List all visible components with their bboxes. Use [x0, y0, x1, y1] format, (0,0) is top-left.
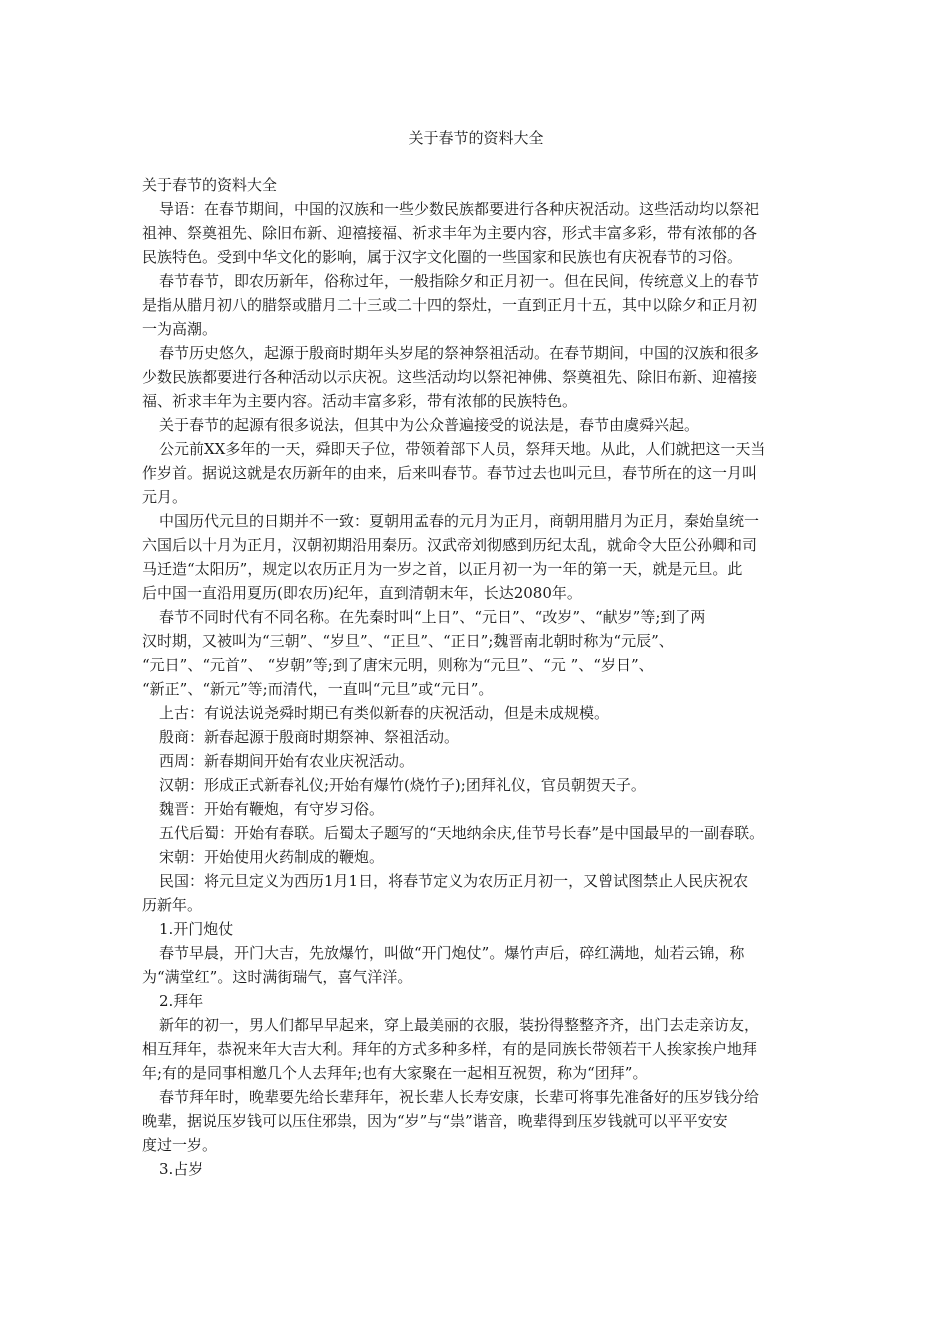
text-line: 度过一岁。 — [142, 1136, 218, 1154]
text-line: 中国历代元旦的日期并不一致：夏朝用孟春的元月为正月，商朝用腊月为正月，秦始皇统一 — [159, 512, 760, 530]
text-line: 导语：在春节期间，中国的汉族和一些少数民族都要进行各种庆祝活动。这些活动均以祭祀 — [159, 200, 760, 218]
text-line: 公元前XX多年的一天，舜即天子位，带领着部下人员，祭拜天地。从此，人们就把这一天当 — [159, 440, 766, 458]
text-line: 殷商：新春起源于殷商时期祭神、祭祖活动。 — [159, 728, 460, 746]
text-line: 马迁造“太阳历”，规定以农历正月为一岁之首，以正月初一为一年的第一天，就是元旦。此 — [142, 560, 743, 578]
text-line: 2.拜年 — [159, 992, 204, 1010]
text-line: 关于春节的资料大全 — [142, 176, 278, 194]
text-line: 汉朝：形成正式新春礼仪;开始有爆竹(烧竹子);团拜礼仪，官员朝贺天子。 — [159, 776, 646, 794]
text-line: 相互拜年，恭祝来年大吉大利。拜年的方式多种多样，有的是同族长带领若干人挨家挨户地拜 — [142, 1040, 758, 1058]
text-line: 后中国一直沿用夏历(即农历)纪年，直到清朝末年，长达2080年。 — [142, 584, 582, 602]
text-line: 福、祈求丰年为主要内容。活动丰富多彩，带有浓郁的民族特色。 — [142, 392, 578, 410]
text-line: 为“满堂红”。这时满街瑞气，喜气洋洋。 — [142, 968, 413, 986]
text-line: 民国：将元旦定义为西历1月1日，将春节定义为农历正月初一，又曾试图禁止人民庆祝农 — [159, 872, 749, 890]
text-line: 上古：有说法说尧舜时期已有类似新春的庆祝活动，但是未成规模。 — [159, 704, 610, 722]
text-line: 民族特色。受到中华文化的影响，属于汉字文化圈的一些国家和民族也有庆祝春节的习俗。 — [142, 248, 743, 266]
text-line: 六国后以十月为正月，汉朝初期沿用秦历。汉武帝刘彻感到历纪太乱，就命令大臣公孙卿和司 — [142, 536, 758, 554]
text-line: 春节拜年时，晚辈要先给长辈拜年，祝长辈人长寿安康，长辈可将事先准备好的压岁钱分给 — [159, 1088, 760, 1106]
text-line: 春节不同时代有不同名称。在先秦时叫“上日”、“元日”、“改岁”、“献岁”等;到了两 — [159, 608, 706, 626]
text-line: 宋朝：开始使用火药制成的鞭炮。 — [159, 848, 385, 866]
text-line: 少数民族都要进行各种活动以示庆祝。这些活动均以祭祀神佛、祭奠祖先、除旧布新、迎禧接 — [142, 368, 758, 386]
document-body — [142, 173, 810, 1181]
text-line: 关于春节的起源有很多说法，但其中为公众普遍接受的说法是，春节由虞舜兴起。 — [159, 416, 700, 434]
text-line: 魏晋：开始有鞭炮，有守岁习俗。 — [159, 800, 385, 818]
text-line: 是指从腊月初八的腊祭或腊月二十三或二十四的祭灶，一直到正月十五，其中以除夕和正月初 — [142, 296, 758, 314]
text-line: 春节春节，即农历新年，俗称过年，一般指除夕和正月初一。但在民间，传统意义上的春节 — [159, 272, 760, 290]
text-line: “新正”、“新元”等;而清代，一直叫“元旦”或“元日”。 — [142, 680, 494, 698]
text-line: 3.占岁 — [159, 1160, 204, 1178]
text-line: 春节历史悠久，起源于殷商时期年头岁尾的祭神祭祖活动。在春节期间，中国的汉族和很多 — [159, 344, 760, 362]
text-line: 汉时期，又被叫为“三朝”、“岁旦”、“正旦”、“正日”;魏晋南北朝时称为“元辰”、 — [142, 632, 674, 650]
text-line: 晚辈，据说压岁钱可以压住邪祟，因为“岁”与“祟”谐音，晚辈得到压岁钱就可以平平安安 — [142, 1112, 728, 1130]
text-line: 历新年。 — [142, 896, 203, 914]
text-line: 年;有的是同事相邀几个人去拜年;也有大家聚在一起相互祝贺，称为“团拜”。 — [142, 1064, 648, 1082]
document-title: 关于春节的资料大全 — [408, 129, 544, 147]
text-line: 元月。 — [142, 488, 188, 506]
text-line: “元日”、“元首”、 “岁朝”等;到了唐宋元明，则称为“元旦”、“元 ”、“岁日”、 — [142, 656, 654, 674]
text-line: 作岁首。据说这就是农历新年的由来，后来叫春节。春节过去也叫元旦，春节所在的这一月叫 — [142, 464, 758, 482]
text-line: 春节早晨，开门大吉，先放爆竹，叫做“开门炮仗”。爆竹声后，碎红满地，灿若云锦，称 — [159, 944, 745, 962]
text-line: 西周：新春期间开始有农业庆祝活动。 — [159, 752, 415, 770]
text-line: 1.开门炮仗 — [159, 920, 234, 938]
text-line: 一为高潮。 — [142, 320, 218, 338]
text-line: 五代后蜀：开始有春联。后蜀太子题写的“天地纳余庆,佳节号长春”是中国最早的一副春联。 — [159, 824, 765, 842]
text-line: 新年的初一，男人们都早早起来，穿上最美丽的衣服，装扮得整整齐齐，出门去走亲访友， — [159, 1016, 760, 1034]
text-line: 祖神、祭奠祖先、除旧布新、迎禧接福、祈求丰年为主要内容，形式丰富多彩，带有浓郁的各 — [142, 224, 758, 242]
